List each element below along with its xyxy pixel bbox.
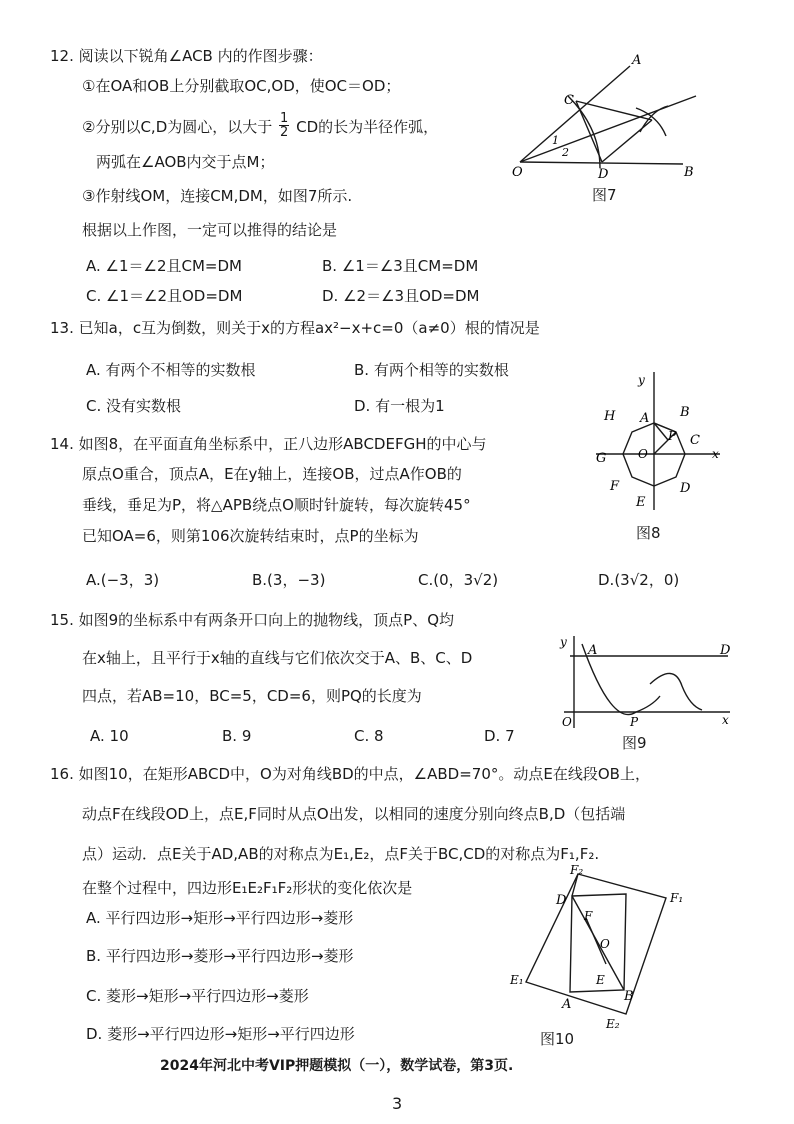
q15-option-a: A. 10 bbox=[90, 727, 129, 745]
fig10-label-a: A bbox=[562, 997, 572, 1012]
fig10-label-e1: E₁ bbox=[510, 973, 524, 987]
q12-line-1: 12. 阅读以下锐角∠ACB 内的作图步骤： bbox=[50, 47, 323, 65]
q16-line-1: 16. 如图10，在矩形ABCD中，O为对角线BD的中点，∠ABD=70°。动点E在线段OB上， bbox=[50, 765, 650, 783]
fig7-label-d: D bbox=[598, 167, 609, 182]
fig7-label-1: 1 bbox=[552, 134, 559, 147]
q14-option-c: C.(0，3√2) bbox=[418, 571, 499, 589]
figure-10-caption: 图10 bbox=[540, 1030, 575, 1048]
fig10-label-f1: F₁ bbox=[670, 891, 684, 905]
q12-line-4: 两弧在∠AOB内交于点M； bbox=[96, 153, 275, 171]
fig8-label-a: A bbox=[640, 411, 650, 426]
ray-ob bbox=[520, 162, 683, 164]
q12-stem: 根据以上作图，一定可以推得的结论是 bbox=[82, 221, 338, 239]
q14-line-1: 14. 如图8，在平面直角坐标系中，正八边形ABCDEFGH的中心与 bbox=[50, 435, 487, 453]
fig8-label-e: E bbox=[636, 495, 646, 510]
fig10-label-b: B bbox=[624, 989, 634, 1004]
fig7-label-b: B bbox=[684, 165, 694, 180]
page-footer: 2024年河北中考VIP押题模拟（一），数学试卷，第3页. bbox=[160, 1058, 514, 1074]
fig9-label-d: D bbox=[720, 643, 731, 658]
fig9-label-o: O bbox=[562, 715, 572, 729]
fig7-label-o: O bbox=[512, 165, 523, 180]
fig8-label-f: F bbox=[610, 479, 620, 494]
fig9-label-x: x bbox=[722, 713, 729, 727]
q16-option-b: B. 平行四边形→菱形→平行四边形→菱形 bbox=[86, 947, 354, 965]
figure-8-octagon bbox=[588, 366, 726, 516]
q12-option-a: A. ∠1＝∠2且CM=DM bbox=[86, 257, 242, 275]
ray-oa bbox=[520, 66, 630, 162]
fig10-label-f: F bbox=[584, 909, 593, 923]
q12-option-b: B. ∠1＝∠3且CM=DM bbox=[322, 257, 479, 275]
q13-option-b: B. 有两个相等的实数根 bbox=[354, 361, 509, 379]
fraction-denominator: 2 bbox=[280, 125, 289, 140]
segment-dm bbox=[602, 120, 652, 162]
q14-option-b: B.(3，−3) bbox=[252, 571, 326, 589]
fig9-label-a: A bbox=[588, 643, 598, 658]
q16-line-2: 动点F在线段OD上，点E,F同时从点O出发，以相同的速度分别向终点B,D（包括端 bbox=[82, 805, 626, 823]
q16-line-3: 点）运动．点E关于AD,AB的对称点为E₁,E₂，点F关于BC,CD的对称点为F₁,F₂. bbox=[82, 845, 600, 863]
q14-line-3: 垂线，垂足为P，将△APB绕点O顺时针旋转，每次旋转45° bbox=[82, 496, 471, 514]
q12-line-3 bbox=[82, 111, 439, 141]
fig10-label-d: D bbox=[556, 893, 567, 908]
q12-line-5: ③作射线OM，连接CM,DM，如图7所示. bbox=[82, 187, 353, 205]
fig8-label-d: D bbox=[680, 481, 691, 496]
fig10-label-e2: E₂ bbox=[606, 1017, 620, 1031]
q16-line-4: 在整个过程中，四边形E₁E₂F₁F₂形状的变化依次是 bbox=[82, 879, 413, 897]
fig8-label-p: P bbox=[668, 429, 677, 443]
fig9-label-p: P bbox=[630, 715, 639, 729]
figure-7-angle-construction bbox=[508, 48, 714, 186]
figure-7-caption: 图7 bbox=[592, 186, 617, 204]
q15-line-3: 四点，若AB=10，BC=5，CD=6，则PQ的长度为 bbox=[82, 687, 422, 705]
fig10-label-e: E bbox=[596, 973, 605, 987]
fig8-label-b: B bbox=[680, 405, 690, 420]
q15-option-b: B. 9 bbox=[222, 727, 252, 745]
fig8-label-y: y bbox=[638, 373, 645, 387]
q13-option-d: D. 有一根为1 bbox=[354, 397, 445, 415]
q12-line-2: ①在OA和OB上分别截取OC,OD，使OC＝OD； bbox=[82, 77, 401, 95]
q16-option-c: C. 菱形→矩形→平行四边形→菱形 bbox=[86, 987, 309, 1005]
fraction-numerator: 1 bbox=[280, 111, 289, 126]
fig8-label-h: H bbox=[604, 409, 616, 424]
fig7-label-c: C bbox=[564, 93, 574, 108]
q12-option-c: C. ∠1＝∠2且OD=DM bbox=[86, 287, 243, 305]
fig7-label-2: 2 bbox=[562, 146, 569, 159]
q12-line-3-end: CD的长为半径作弧， bbox=[296, 118, 439, 136]
fig10-label-o: O bbox=[600, 937, 610, 951]
ray-om bbox=[520, 96, 696, 162]
fig7-label-a: A bbox=[632, 53, 642, 68]
q15-option-d: D. 7 bbox=[484, 727, 515, 745]
fig8-label-x: x bbox=[712, 447, 719, 461]
q12-line-3-start: ②分别以C,D为圆心，以大于 bbox=[82, 118, 273, 136]
q16-option-d: D. 菱形→平行四边形→矩形→平行四边形 bbox=[86, 1025, 355, 1043]
fig8-label-o: O bbox=[638, 447, 648, 461]
fig9-label-y: y bbox=[560, 635, 567, 649]
fig8-label-c: C bbox=[690, 433, 700, 448]
q13-option-a: A. 有两个不相等的实数根 bbox=[86, 361, 256, 379]
figure-9-parabolas bbox=[556, 632, 736, 732]
q14-line-4: 已知OA=6，则第106次旋转结束时，点P的坐标为 bbox=[82, 527, 419, 545]
fig10-label-f2: F₂ bbox=[570, 864, 584, 877]
q15-option-c: C. 8 bbox=[354, 727, 384, 745]
q12-option-d: D. ∠2＝∠3且OD=DM bbox=[322, 287, 480, 305]
q13-option-c: C. 没有实数根 bbox=[86, 397, 182, 415]
figure-9-caption: 图9 bbox=[622, 734, 647, 752]
q15-line-1: 15. 如图9的坐标系中有两条开口向上的抛物线，顶点P、Q均 bbox=[50, 611, 455, 629]
parabola-q bbox=[650, 673, 702, 710]
q13-line-1: 13. 已知a，c互为倒数，则关于x的方程ax²−x+c=0（a≠0）根的情况是 bbox=[50, 319, 540, 337]
figure-8-caption: 图8 bbox=[636, 524, 661, 542]
q16-option-a: A. 平行四边形→矩形→平行四边形→菱形 bbox=[86, 909, 354, 927]
page-number: 3 bbox=[392, 1094, 403, 1113]
fraction-half bbox=[279, 112, 289, 139]
q14-option-a: A.(−3，3) bbox=[86, 571, 160, 589]
q15-line-2: 在x轴上，且平行于x轴的直线与它们依次交于A、B、C、D bbox=[82, 649, 473, 667]
q14-line-2: 原点O重合，顶点A，E在y轴上，连接OB，过点A作OB的 bbox=[82, 465, 462, 483]
q14-option-d: D.(3√2，0) bbox=[598, 571, 680, 589]
figure-10-rectangle-reflections bbox=[502, 864, 712, 1034]
fig8-label-g: G bbox=[596, 451, 607, 466]
